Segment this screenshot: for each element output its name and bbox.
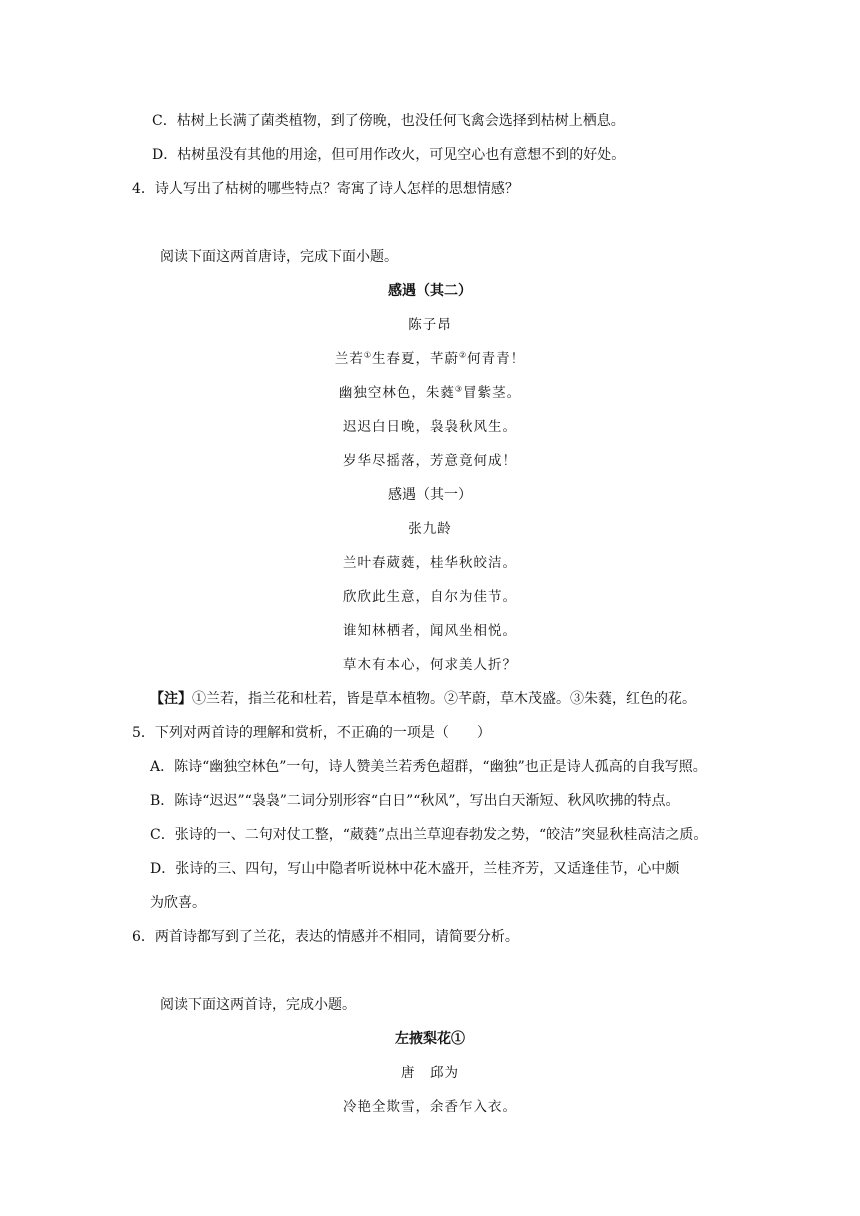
poem1-line-1-part: 何青青！ bbox=[467, 351, 526, 367]
question-5-option-a: A．陈诗“幽独空林色”一句，诗人赞美兰若秀色超群，“幽独”也正是诗人孤高的自我写照。 bbox=[150, 759, 707, 775]
footnote-text: ①兰若，指兰花和杜若，皆是草本植物。②芊蔚，草木茂盛。③朱蕤，红色的花。 bbox=[192, 691, 696, 707]
poem1-author: 陈子昂 bbox=[408, 317, 452, 333]
poem1-line-2 bbox=[0, 383, 860, 403]
poem1-line-2-part: 冒紫茎。 bbox=[463, 385, 522, 401]
footnote-label: 【注】 bbox=[150, 691, 192, 707]
q3-option-c: C．枯树上长满了菌类植物，到了傍晚，也没任何飞禽会选择到枯树上栖息。 bbox=[152, 113, 625, 129]
q3-option-d: D．枯树虽没有其他的用途，但可用作改火，可见空心也有意想不到的好处。 bbox=[152, 147, 626, 163]
footnote bbox=[150, 689, 696, 709]
poem1-line-1 bbox=[0, 349, 860, 369]
section2-instruction: 阅读下面这两首唐诗，完成下面小题。 bbox=[160, 249, 398, 265]
poem1-line-4: 岁华尽摇落，芳意竟何成！ bbox=[343, 453, 517, 469]
poem3-line-1: 冷艳全欺雪，余香乍入衣。 bbox=[343, 1099, 517, 1115]
poem3-title: 左掖梨花① bbox=[395, 1031, 465, 1047]
question-5-option-d: D．张诗的三、四句，写山中隐者听说林中花木盛开，兰桂齐芳，又适逢佳节，心中颇 bbox=[150, 861, 680, 877]
poem2-author: 张九龄 bbox=[408, 521, 452, 537]
poem2-line-2: 欣欣此生意，自尔为佳节。 bbox=[343, 589, 517, 605]
poem1-line-1-part: 生春夏，芊蔚 bbox=[372, 351, 459, 367]
question-5-stem: 5．下列对两首诗的理解和赏析，不正确的一项是（ ） bbox=[132, 725, 491, 741]
poem2-line-4: 草木有本心，何求美人折？ bbox=[343, 657, 517, 673]
question-6: 6．两首诗都写到了兰花，表达的情感并不相同，请简要分析。 bbox=[132, 929, 519, 945]
question-4: 4．诗人写出了枯树的哪些特点？寄寓了诗人怎样的思想情感？ bbox=[132, 181, 519, 197]
poem1-line-2-part: 幽独空林色，朱蕤 bbox=[338, 385, 455, 401]
poem1-line-3: 迟迟白日晚，袅袅秋风生。 bbox=[343, 419, 517, 435]
question-5-option-d-continued: 为欣喜。 bbox=[150, 895, 206, 911]
question-5-option-c: C．张诗的一、二句对仗工整，“葳蕤”点出兰草迎春勃发之势，“皎洁”突显秋桂高洁之质。 bbox=[150, 827, 708, 843]
poem1-line-1-part: 兰若 bbox=[334, 351, 364, 367]
footnote-marker-1: ① bbox=[363, 350, 372, 360]
poem2-line-1: 兰叶春葳蕤，桂华秋皎洁。 bbox=[343, 555, 517, 571]
poem3-author: 唐 邱为 bbox=[401, 1065, 459, 1081]
section3-instruction: 阅读下面这两首诗，完成小题。 bbox=[160, 997, 356, 1013]
question-5-option-b: B．陈诗“迟迟”“袅袅”二词分别形容“白日”“秋风”，写出白天渐短、秋风吹拂的特点。 bbox=[150, 793, 680, 809]
footnote-marker-2: ② bbox=[459, 350, 468, 360]
footnote-marker-3: ③ bbox=[454, 384, 464, 394]
poem2-title: 感遇（其一） bbox=[388, 487, 472, 503]
poem2-line-3: 谁知林栖者，闻风坐相悦。 bbox=[343, 623, 517, 639]
poem1-title: 感遇（其二） bbox=[388, 283, 472, 299]
